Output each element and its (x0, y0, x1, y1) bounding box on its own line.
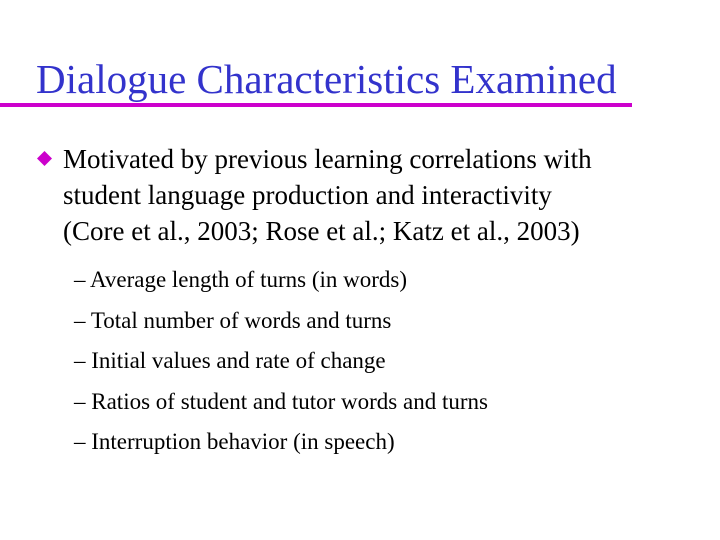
main-bullet-line: Motivated by previous learning correlations with (63, 144, 592, 174)
sub-bullet-item: – Initial values and rate of change (74, 348, 386, 373)
sub-bullet-item: – Average length of turns (in words) (74, 267, 407, 292)
sub-bullet-item: – Interruption behavior (in speech) (74, 429, 395, 454)
slide-title: Dialogue Characteristics Examined (36, 56, 617, 102)
sub-bullet-list (74, 260, 674, 463)
title-underline (0, 103, 632, 107)
main-bullet-line: student language production and interactivity (63, 180, 552, 210)
main-bullet-line: (Core et al., 2003; Rose et al.; Katz et al., 2003) (63, 216, 580, 246)
diamond-bullet-icon (37, 151, 52, 166)
sub-bullet-item: – Total number of words and turns (74, 307, 392, 333)
sub-bullet-item: – Ratios of student and tutor words and turns (74, 388, 488, 414)
main-bullet-text (63, 141, 703, 249)
